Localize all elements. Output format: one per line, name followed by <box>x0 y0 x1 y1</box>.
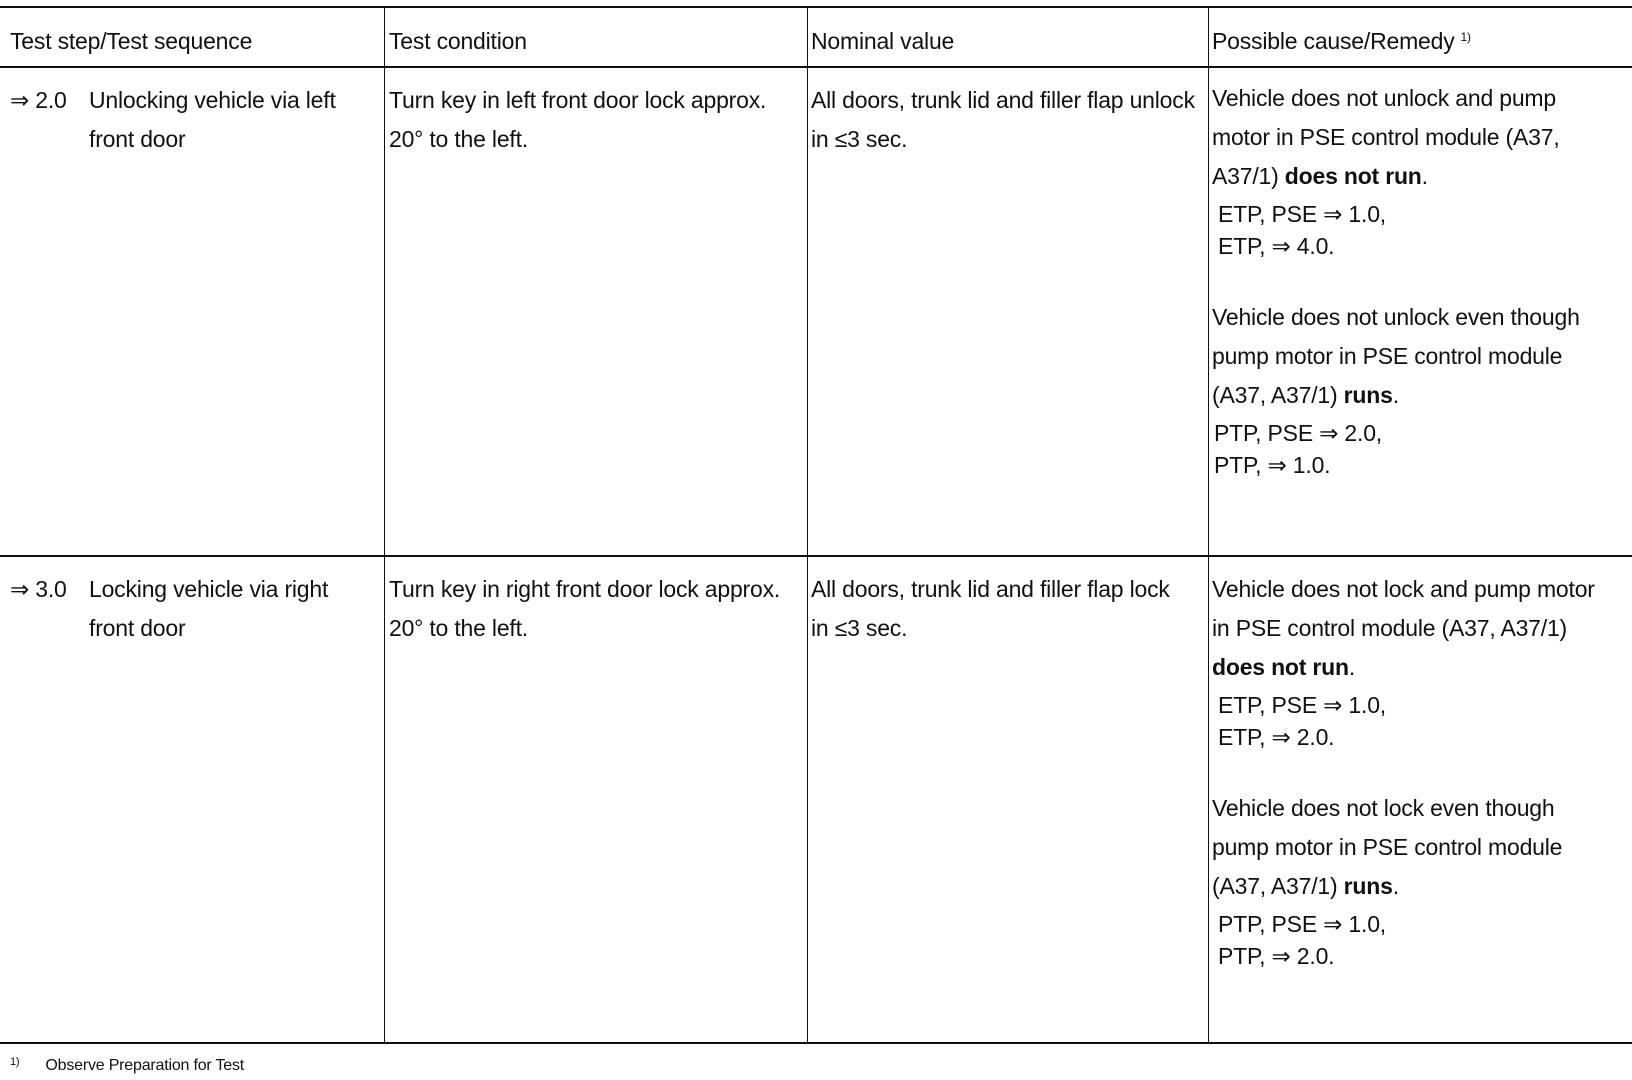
remedy-case-a-end: . <box>1348 654 1356 680</box>
remedy-case-b-emphasis: runs <box>1343 382 1393 408</box>
footnote <box>10 1057 244 1074</box>
remedy-case-a-refs <box>1218 689 1612 753</box>
remedy-case-a-emphasis: does not run <box>1212 654 1349 680</box>
footnote-text: Observe Preparation for Test <box>45 1057 245 1074</box>
test-condition-cell: Turn key in right front door lock approx. 20° to the left. <box>389 576 781 641</box>
remedy-case-b-end: . <box>1392 382 1399 408</box>
remedy-ref: PTP, ⇒ 2.0. <box>1218 943 1335 969</box>
remedy-case-b-emphasis: runs <box>1343 873 1393 899</box>
column-divider-1 <box>384 6 385 1044</box>
step-description: Unlocking vehicle via left front door <box>89 87 336 152</box>
footnote-reference-mark: 1) <box>1460 30 1471 44</box>
table-bottom-rule <box>0 1042 1632 1044</box>
header-nominal-value: Nominal value <box>811 28 955 54</box>
remedy-case-a-refs <box>1218 198 1612 262</box>
column-divider-3 <box>1208 6 1209 1044</box>
remedy-ref: ETP, ⇒ 2.0. <box>1218 724 1335 750</box>
remedy-ref: PTP, PSE ⇒ 2.0, <box>1214 420 1382 446</box>
nominal-value-cell: All doors, trunk lid and filler flap unlock in ≤3 sec. <box>811 87 1195 152</box>
table-top-rule <box>0 6 1632 8</box>
remedy-case-b-end: . <box>1392 873 1399 899</box>
nominal-value-cell: All doors, trunk lid and filler flap lock in ≤3 sec. <box>811 576 1170 641</box>
remedy-ref: ETP, PSE ⇒ 1.0, <box>1218 692 1386 718</box>
remedy-case-b-refs <box>1218 908 1612 972</box>
remedy-ref: ETP, ⇒ 4.0. <box>1218 233 1335 259</box>
footnote-mark: 1) <box>10 1056 20 1068</box>
remedy-case-b-text: Vehicle does not unlock even though pump motor in PSE control module (A37, A37/1) <box>1212 304 1580 408</box>
remedy-case-b-refs <box>1214 417 1612 481</box>
step-number: ⇒ 2.0 <box>10 87 67 113</box>
row-divider-rule <box>0 555 1632 557</box>
remedy-case-a-emphasis: does not run <box>1284 163 1422 189</box>
header-bottom-rule <box>0 66 1632 68</box>
header-possible-cause <box>1212 30 1471 53</box>
test-condition-cell: Turn key in left front door lock approx. 20° to the left. <box>389 87 767 152</box>
remedy-case-b <box>1212 298 1612 415</box>
remedy-case-b <box>1212 789 1612 906</box>
remedy-case-a-text: Vehicle does not lock and pump motor in PSE control module (A37, A37/1) <box>1212 576 1595 641</box>
header-test-step: Test step/Test sequence <box>10 28 253 54</box>
header-possible-cause-label: Possible cause/Remedy <box>1212 28 1455 54</box>
step-number: ⇒ 3.0 <box>10 576 67 602</box>
remedy-case-a-end: . <box>1421 163 1428 189</box>
remedy-case-a <box>1212 570 1612 687</box>
remedy-case-a <box>1212 79 1612 196</box>
remedy-ref: ETP, PSE ⇒ 1.0, <box>1218 201 1386 227</box>
remedy-ref: PTP, ⇒ 1.0. <box>1214 452 1331 478</box>
step-description: Locking vehicle via right front door <box>89 576 329 641</box>
column-divider-2 <box>807 6 808 1044</box>
remedy-case-b-text: Vehicle does not lock even though pump motor in PSE control module (A37, A37/1) <box>1212 795 1563 899</box>
remedy-case-a-text: Vehicle does not unlock and pump motor in PSE control module (A37, A37/1) <box>1212 85 1560 189</box>
header-test-condition: Test condition <box>389 28 527 54</box>
remedy-ref: PTP, PSE ⇒ 1.0, <box>1218 911 1386 937</box>
remedy-cell <box>1212 79 1612 481</box>
remedy-cell <box>1212 570 1612 972</box>
